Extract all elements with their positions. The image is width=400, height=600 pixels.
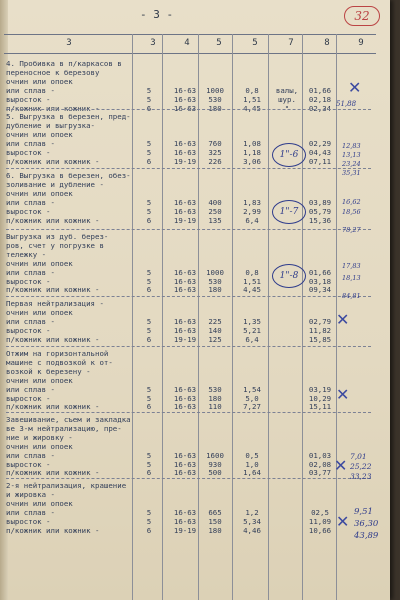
table-cell: 4,45 — [243, 103, 261, 113]
table-cell: 250 — [208, 206, 222, 216]
table-cell: 1000 — [206, 85, 224, 95]
handwritten-note: 33,23 — [350, 472, 372, 481]
table-cell: 02,29 — [308, 138, 332, 148]
table-cell: 5 — [146, 450, 152, 460]
row-label: выросток - — [6, 276, 51, 286]
handwritten-check-mark: ✕ — [336, 512, 350, 531]
table-cell: 16-63 — [173, 94, 197, 104]
table-cell: 15,85 — [308, 334, 332, 344]
table-cell: 6 — [146, 468, 152, 478]
table-cell: 0,8 — [245, 85, 259, 95]
printed-page-number: - 3 - — [140, 8, 174, 21]
table-cell: 1,51 — [243, 94, 261, 104]
table-cell: 760 — [208, 138, 222, 148]
table-cell: 5,0 — [245, 393, 259, 403]
col-header-6: 7 — [288, 38, 294, 48]
table-cell: 09,34 — [308, 285, 332, 295]
table-cell: 15,36 — [308, 215, 332, 225]
table-cell: 16-63 — [173, 516, 197, 526]
table-cell: 225 — [208, 316, 222, 326]
row-label: или сплав - — [6, 384, 55, 394]
row-label: очнин или опоек — [6, 129, 73, 139]
table-cell: 5,21 — [243, 325, 261, 335]
circled-annotation: 1"-7 — [272, 200, 306, 224]
row-label: очнин или опоек — [6, 307, 73, 317]
table-cell: 135 — [208, 215, 222, 225]
row-label: машине с подвозкой к от- — [6, 357, 113, 367]
table-cell: 0,5 — [245, 450, 259, 460]
table-cell: 180 — [208, 393, 222, 403]
table-cell: 16-63 — [173, 468, 197, 478]
section-separator — [6, 478, 371, 479]
table-cell: 1,83 — [243, 197, 261, 207]
row-label: 6. Выгрузка в березен, обез- — [6, 171, 131, 180]
row-label: золивание и дубление - — [6, 179, 104, 189]
table-cell: 6,4 — [245, 334, 259, 344]
table-cell: 6,4 — [245, 215, 259, 225]
row-label: выросток - — [6, 459, 51, 469]
section-separator — [6, 346, 371, 347]
row-label: и жировка - — [6, 489, 55, 499]
table-cell: 180 — [208, 285, 222, 295]
table-cell: 16-63 — [173, 197, 197, 207]
row-label: очнин или опоек — [6, 498, 73, 508]
row-label: или сплав - — [6, 85, 55, 95]
col-header-1: 3 — [66, 38, 72, 48]
handwritten-note: 12,83 — [342, 142, 361, 150]
table-cell: 07,11 — [308, 156, 332, 166]
table-row — [0, 242, 390, 251]
column-header-row — [4, 34, 376, 54]
table-cell: 03,19 — [308, 384, 332, 394]
row-label: очнин или опоек — [6, 375, 73, 385]
col-header-3: 4 — [184, 38, 190, 48]
table-cell: 16-63 — [173, 325, 197, 335]
table-cell: 530 — [208, 94, 222, 104]
handwritten-note: 25,22 — [350, 462, 372, 471]
section-separator — [6, 412, 371, 413]
col-header-5: 5 — [252, 38, 258, 48]
table-cell: 930 — [208, 459, 222, 469]
row-label: Первая нейтрализация - — [6, 299, 104, 308]
table-cell: 16-63 — [173, 267, 197, 277]
circled-annotation: 1"-8 — [272, 264, 306, 288]
table-row — [0, 217, 390, 226]
table-cell: 530 — [208, 276, 222, 286]
table-cell: 02,34 — [308, 103, 332, 113]
row-label: ние и жировку - — [6, 432, 73, 442]
table-cell: 6 — [146, 103, 152, 113]
table-cell: 02,5 — [311, 507, 329, 517]
handwritten-note: 35,31 — [342, 169, 361, 177]
table-cell: 5 — [146, 516, 152, 526]
handwritten-check-mark: ✕ — [348, 78, 362, 97]
handwritten-note: 23,24 — [342, 160, 361, 168]
row-label: выросток - — [6, 325, 51, 335]
table-cell: 325 — [208, 147, 222, 157]
handwritten-note: 9,51 — [354, 507, 373, 517]
table-cell: 16-63 — [173, 393, 197, 403]
circled-annotation: 1"-6 — [272, 143, 306, 167]
table-cell: 140 — [208, 325, 222, 335]
table-cell: 500 — [208, 468, 222, 478]
table-cell: 16-63 — [173, 507, 197, 517]
table-cell: 03,89 — [308, 197, 332, 207]
table-cell: 5 — [146, 325, 152, 335]
table-cell: 5 — [146, 197, 152, 207]
table-cell: 15,11 — [308, 402, 332, 412]
handwritten-note: 84,81 — [342, 292, 361, 300]
col-header-4: 5 — [216, 38, 222, 48]
table-cell: 0,8 — [245, 267, 259, 277]
table-cell: 5 — [146, 459, 152, 469]
table-cell: " — [284, 103, 290, 113]
row-label: п/кожник или кожник - — [6, 334, 100, 344]
table-cell: 01,66 — [308, 267, 332, 277]
handwritten-note: 13,13 — [342, 151, 361, 159]
handwritten-note: 16,62 — [342, 198, 361, 206]
row-label: ров, счет у погрузке в — [6, 240, 104, 250]
row-label: 2-я нейтрализация, крашение — [6, 481, 127, 490]
table-cell: 04,43 — [308, 147, 332, 157]
table-cell: 19-19 — [173, 215, 197, 225]
table-cell: 110 — [208, 402, 222, 412]
table-cell: 02,18 — [308, 94, 332, 104]
handwritten-note: 36,30 — [354, 519, 379, 529]
table-cell: 11,82 — [308, 325, 332, 335]
table-cell: 02,79 — [308, 316, 332, 326]
table-row — [0, 336, 390, 345]
table-cell: 1,35 — [243, 316, 261, 326]
table-cell: 1,51 — [243, 276, 261, 286]
table-cell: 400 — [208, 197, 222, 207]
row-label: выросток - — [6, 516, 51, 526]
table-cell: 1600 — [206, 450, 224, 460]
table-cell: 16-63 — [173, 285, 197, 295]
table-cell: валы, — [275, 85, 299, 95]
handwritten-note: 7,01 — [350, 452, 367, 461]
table-cell: 01,03 — [308, 450, 332, 460]
section-separator — [6, 296, 371, 297]
row-label: очнин или опоек — [6, 76, 73, 86]
table-row — [0, 286, 390, 295]
row-label: очнин или опоек — [6, 258, 73, 268]
section-separator — [6, 168, 371, 169]
row-label: или сплав - — [6, 197, 55, 207]
row-label: возкой к березену - — [6, 366, 91, 376]
table-cell: 19-19 — [173, 334, 197, 344]
table-cell: 5 — [146, 94, 152, 104]
handwritten-page-number: 32 — [344, 6, 380, 26]
row-label: дубление и выгрузка- — [6, 120, 95, 130]
table-cell: 6 — [146, 215, 152, 225]
col-header-8: 9 — [358, 38, 364, 48]
table-cell: 226 — [208, 156, 222, 166]
col-header-7: 8 — [324, 38, 330, 48]
table-cell: 16-63 — [173, 85, 197, 95]
row-label: или сплав - — [6, 316, 55, 326]
row-label: выросток - — [6, 393, 51, 403]
table-cell: 530 — [208, 384, 222, 394]
handwritten-note: 78,27 — [342, 226, 361, 234]
table-cell: 180 — [208, 103, 222, 113]
table-row — [0, 403, 390, 412]
row-label: очнин или опоек — [6, 441, 73, 451]
row-label: тележку - — [6, 249, 47, 259]
table-cell: шур. — [278, 94, 296, 104]
row-label: п/кожник или кожник - — [6, 402, 100, 412]
table-cell: 125 — [208, 334, 222, 344]
handwritten-note: 18,56 — [342, 208, 361, 216]
handwritten-note: 18,13 — [342, 274, 361, 282]
row-label: или сплав - — [6, 450, 55, 460]
handwritten-note: 17,83 — [342, 262, 361, 270]
table-row — [0, 158, 390, 167]
table-cell: 03,77 — [308, 468, 332, 478]
row-label: п/кожник или кожник - — [6, 103, 100, 113]
table-cell: 150 — [208, 516, 222, 526]
table-cell: 6 — [146, 402, 152, 412]
table-cell: 16-63 — [173, 276, 197, 286]
table-cell: 11,09 — [308, 516, 332, 526]
table-cell: 05,79 — [308, 206, 332, 216]
table-cell: 5 — [146, 384, 152, 394]
row-label: п/кожник или кожник - — [6, 525, 100, 535]
table-cell: 1000 — [206, 267, 224, 277]
handwritten-note: 43,89 — [354, 531, 379, 541]
table-cell: 1,0 — [245, 459, 259, 469]
section-separator — [6, 109, 371, 110]
table-cell: 1,64 — [243, 468, 261, 478]
table-cell: 01,66 — [308, 85, 332, 95]
table-cell: 3,06 — [243, 156, 261, 166]
table-cell: 5 — [146, 267, 152, 277]
table-cell: 10,66 — [308, 525, 332, 535]
table-row — [0, 482, 390, 491]
row-label: выросток - — [6, 206, 51, 216]
table-cell: 5 — [146, 206, 152, 216]
table-cell: 16-63 — [173, 103, 197, 113]
table-cell: 16-63 — [173, 459, 197, 469]
table-cell: 16-63 — [173, 450, 197, 460]
row-label: или сплав - — [6, 138, 55, 148]
table-cell: 1,2 — [245, 507, 259, 517]
table-cell: 16-63 — [173, 138, 197, 148]
table-cell: 180 — [208, 525, 222, 535]
handwritten-check-mark: ✕ — [336, 310, 350, 329]
table-cell: 5 — [146, 276, 152, 286]
table-cell: 4,46 — [243, 525, 261, 535]
table-cell: 1,54 — [243, 384, 261, 394]
row-label: Завешивание, съем и закладка — [6, 415, 131, 424]
row-label: п/кожник или кожник - — [6, 285, 100, 295]
table-cell: 1,08 — [243, 138, 261, 148]
row-label: выросток - — [6, 94, 51, 104]
row-label: ве 3-м нейтрализацию, пре- — [6, 423, 122, 433]
table-cell: 6 — [146, 334, 152, 344]
table-cell: 16-63 — [173, 402, 197, 412]
table-cell: 5 — [146, 507, 152, 517]
handwritten-check-mark: ✕ — [334, 456, 348, 475]
table-cell: 7,27 — [243, 402, 261, 412]
section-separator — [6, 229, 371, 230]
row-label: Выгрузка из дуб. берез- — [6, 232, 109, 241]
table-cell: 16-63 — [173, 147, 197, 157]
row-label: переносное к березову — [6, 67, 100, 77]
col-header-2: 3 — [150, 38, 156, 48]
row-label: п/кожник или кожник - — [6, 215, 100, 225]
table-cell: 4,45 — [243, 285, 261, 295]
row-label: выросток - — [6, 147, 51, 157]
row-label: или сплав - — [6, 267, 55, 277]
handwritten-check-mark: ✕ — [336, 385, 350, 404]
row-label: или сплав - — [6, 507, 55, 517]
row-label: 5. Выгрузка в березен, пред- — [6, 112, 131, 121]
table-cell: 5 — [146, 316, 152, 326]
table-cell: 02,08 — [308, 459, 332, 469]
table-cell: 16-63 — [173, 384, 197, 394]
table-cell: 6 — [146, 525, 152, 535]
handwritten-note: 51,88 — [336, 100, 357, 108]
table-cell: 03,18 — [308, 276, 332, 286]
table-cell: 19-19 — [173, 156, 197, 166]
table-cell: 16-63 — [173, 316, 197, 326]
table-cell: 2,99 — [243, 206, 261, 216]
row-label: п/кожник или кожник - — [6, 468, 100, 478]
table-cell: 5,34 — [243, 516, 261, 526]
row-label: п/кожник или кожник - — [6, 156, 100, 166]
table-cell: 19-19 — [173, 525, 197, 535]
row-label: Отжим на горизонтальной — [6, 349, 109, 358]
table-cell: 1,18 — [243, 147, 261, 157]
row-label: 4. Пробивка в п/каркасов в — [6, 59, 122, 68]
table-cell: 6 — [146, 285, 152, 295]
row-label: очнин или опоек — [6, 188, 73, 198]
table-cell: 5 — [146, 393, 152, 403]
table-cell: 5 — [146, 138, 152, 148]
table-row — [0, 527, 390, 536]
table-cell: 5 — [146, 85, 152, 95]
table-cell: 5 — [146, 147, 152, 157]
table-cell: 10,29 — [308, 393, 332, 403]
table-row — [0, 469, 390, 478]
table-cell: 665 — [208, 507, 222, 517]
table-cell: 16-63 — [173, 206, 197, 216]
table-cell: 6 — [146, 156, 152, 166]
